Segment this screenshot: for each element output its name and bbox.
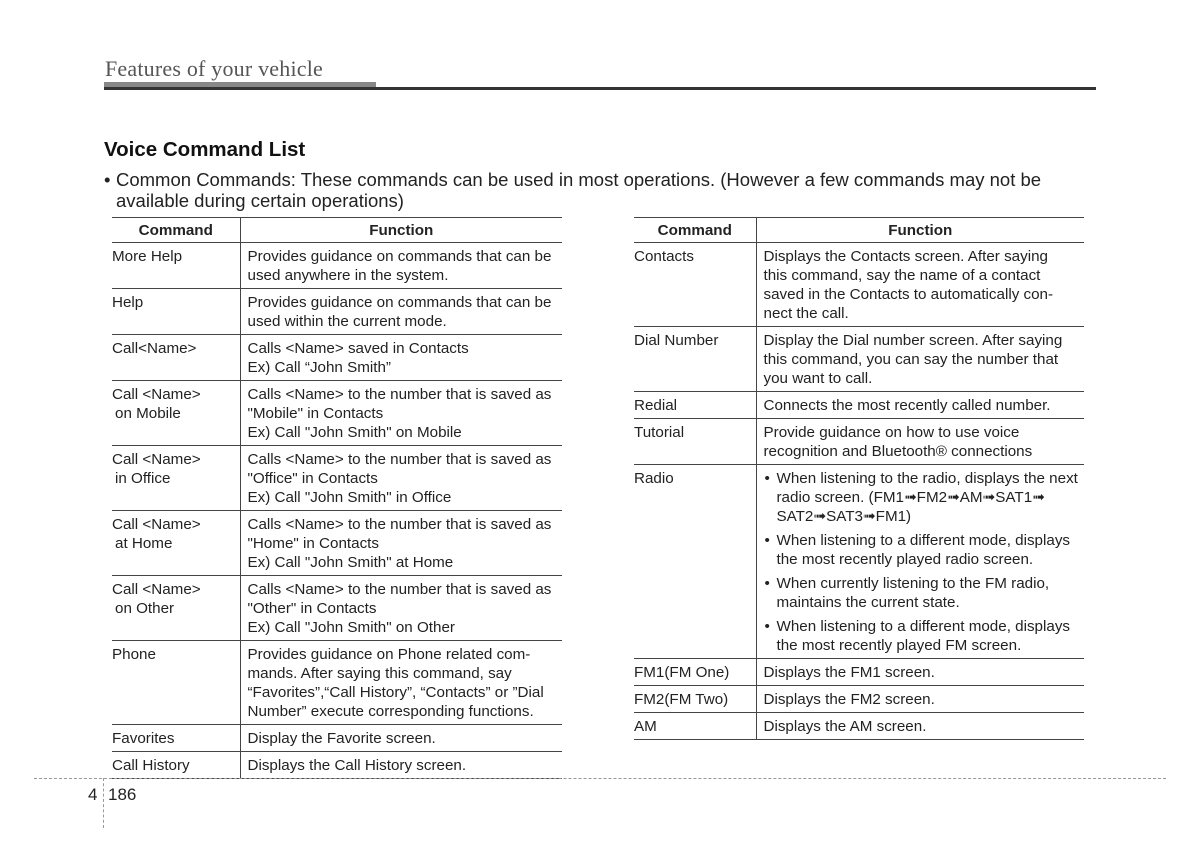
table-row [634, 327, 1084, 392]
function-text: • When listening to a different mode, displays [776, 532, 1071, 549]
function-text: "Office" in Contacts [247, 470, 378, 487]
function-text: Displays the Contacts screen. After saying [763, 248, 1048, 265]
command-text: Contacts [634, 248, 694, 265]
command-cell [112, 446, 240, 511]
command-cell [634, 419, 756, 465]
column-header-function: Function [240, 218, 562, 243]
command-cell [112, 511, 240, 576]
header-title: Features of your vehicle [105, 56, 324, 81]
table-row [634, 686, 1084, 713]
function-text: saved in the Contacts to automatically con- [763, 286, 1054, 303]
table-row [634, 419, 1084, 465]
command-text: Redial [634, 397, 678, 414]
function-cell [240, 446, 562, 511]
table-row [112, 446, 562, 511]
command-text: Radio [634, 470, 674, 487]
function-text: Calls <Name> to the number that is saved as [247, 451, 552, 468]
table-row [634, 465, 1084, 659]
function-cell [756, 419, 1084, 465]
intro-line-2: available during certain operations) [116, 190, 404, 211]
function-text: mands. After saying this command, say [247, 665, 512, 682]
function-cell [240, 576, 562, 641]
function-text: “Favorites”,“Call History”, “Contacts” or ”Dial [247, 684, 544, 701]
command-text: Tutorial [634, 424, 685, 441]
function-cell [756, 243, 1084, 327]
command-text: More Help [112, 248, 183, 265]
function-text: "Home" in Contacts [247, 535, 379, 552]
function-text: recognition and Bluetooth® connections [763, 443, 1033, 460]
function-text: used anywhere in the system. [247, 267, 449, 284]
function-text: Provides guidance on commands that can be [247, 248, 552, 265]
bullet-item [764, 574, 1085, 612]
command-text: at Home [115, 535, 173, 552]
function-cell [756, 465, 1084, 659]
bullet-item [764, 531, 1085, 569]
section-title: Voice Command List [104, 138, 306, 161]
column-header-function: Function [756, 218, 1084, 243]
function-text: • When listening to a different mode, displays [776, 618, 1071, 635]
command-cell [112, 725, 240, 752]
table-row [634, 659, 1084, 686]
command-text: Call <Name> [112, 516, 201, 533]
function-text: Ex) Call "John Smith" at Home [247, 554, 454, 571]
function-text: Display the Favorite screen. [247, 730, 436, 747]
function-text: Displays the FM2 screen. [763, 691, 935, 708]
function-text: • When listening to the radio, displays the next [776, 470, 1078, 487]
function-text: "Other" in Contacts [247, 600, 377, 617]
function-text: Calls <Name> to the number that is saved as [247, 581, 552, 598]
command-text: AM [634, 718, 657, 735]
function-text: Displays the AM screen. [763, 718, 927, 735]
command-cell [112, 243, 240, 289]
page-number [88, 785, 136, 805]
function-text: Number” execute corresponding functions. [247, 703, 534, 720]
command-cell [112, 289, 240, 335]
function-text: Provides guidance on Phone related com- [247, 646, 531, 663]
function-text: Display the Dial number screen. After saying [763, 332, 1063, 349]
function-text: Calls <Name> saved in Contacts [247, 340, 469, 357]
table-row [112, 511, 562, 576]
command-cell [112, 576, 240, 641]
command-cell [634, 392, 756, 419]
command-text: Call<Name> [112, 340, 197, 357]
command-text: Favorites [112, 730, 175, 747]
command-text: Dial Number [634, 332, 719, 349]
chapter-number: 4 [88, 785, 98, 804]
bullet-icon: • [104, 169, 111, 190]
function-text: "Mobile" in Contacts [247, 405, 384, 422]
command-text: Help [112, 294, 144, 311]
table-row [112, 243, 562, 289]
bullet-item [764, 617, 1085, 655]
table-row [634, 243, 1084, 327]
function-text: Displays the Call History screen. [247, 757, 467, 774]
header-rule [104, 87, 1096, 90]
function-cell [756, 327, 1084, 392]
command-text: Phone [112, 646, 156, 663]
bullet-list [764, 469, 1085, 655]
command-text: Call History [112, 757, 190, 774]
function-text: Provides guidance on commands that can be [247, 294, 552, 311]
right-command-table [634, 217, 1084, 740]
function-text: Calls <Name> to the number that is saved as [247, 386, 552, 403]
function-cell [240, 289, 562, 335]
command-text: in Office [115, 470, 171, 487]
function-cell [756, 713, 1084, 740]
function-text: Ex) Call “John Smith” [247, 359, 391, 376]
table-row [112, 641, 562, 725]
command-cell [634, 465, 756, 659]
table-row [112, 381, 562, 446]
function-text: maintains the current state. [776, 594, 960, 611]
intro-line-1: Common Commands: These commands can be used in most operations. (However a few commands may not be [116, 169, 1042, 190]
function-text: nect the call. [763, 305, 849, 322]
table-header-row [112, 218, 562, 243]
command-text: FM2(FM Two) [634, 691, 729, 708]
left-command-table [112, 217, 562, 779]
intro-text [104, 169, 1098, 211]
command-text: on Other [115, 600, 175, 617]
function-cell [240, 725, 562, 752]
function-text: Connects the most recently called number. [763, 397, 1051, 414]
function-cell [240, 335, 562, 381]
command-text: Call <Name> [112, 451, 201, 468]
table-row [112, 576, 562, 641]
function-cell [756, 659, 1084, 686]
bullet-item [764, 469, 1085, 526]
command-cell [634, 327, 756, 392]
command-text: Call <Name> [112, 386, 201, 403]
footer-divider [34, 778, 1166, 779]
function-text: this command, you can say the number that [763, 351, 1059, 368]
function-text: radio screen. (FM1➟FM2➟AM➟SAT1➟ [776, 489, 1045, 506]
function-text: Provide guidance on how to use voice [763, 424, 1020, 441]
page-number-value: 186 [108, 785, 137, 804]
function-cell [240, 243, 562, 289]
command-cell [634, 713, 756, 740]
table-row [634, 713, 1084, 740]
command-cell [634, 659, 756, 686]
table-row [112, 335, 562, 381]
function-cell [240, 641, 562, 725]
table-row [112, 289, 562, 335]
function-text: you want to call. [763, 370, 873, 387]
function-text: Ex) Call "John Smith" on Other [247, 619, 455, 636]
command-cell [112, 752, 240, 779]
table-row [634, 392, 1084, 419]
function-text: used within the current mode. [247, 313, 447, 330]
function-text: • When currently listening to the FM radio, [776, 575, 1050, 592]
function-text: the most recently played FM screen. [776, 637, 1022, 654]
function-cell [756, 392, 1084, 419]
function-text: SAT2➟SAT3➟FM1) [776, 508, 912, 525]
column-header-command: Command [634, 218, 756, 243]
command-cell [112, 641, 240, 725]
command-text: Call <Name> [112, 581, 201, 598]
function-text: Calls <Name> to the number that is saved as [247, 516, 552, 533]
table-header-row [634, 218, 1084, 243]
function-cell [756, 686, 1084, 713]
command-text: FM1(FM One) [634, 664, 730, 681]
command-cell [634, 243, 756, 327]
function-text: Ex) Call "John Smith" in Office [247, 489, 452, 506]
command-cell [112, 381, 240, 446]
column-header-command: Command [112, 218, 240, 243]
function-text: Displays the FM1 screen. [763, 664, 935, 681]
function-text: the most recently played radio screen. [776, 551, 1034, 568]
table-row [112, 752, 562, 779]
command-cell [634, 686, 756, 713]
function-text: this command, say the name of a contact [763, 267, 1041, 284]
command-text: on Mobile [115, 405, 181, 422]
function-cell [240, 511, 562, 576]
function-cell [240, 752, 562, 779]
function-text: Ex) Call "John Smith" on Mobile [247, 424, 462, 441]
command-cell [112, 335, 240, 381]
function-cell [240, 381, 562, 446]
table-row [112, 725, 562, 752]
